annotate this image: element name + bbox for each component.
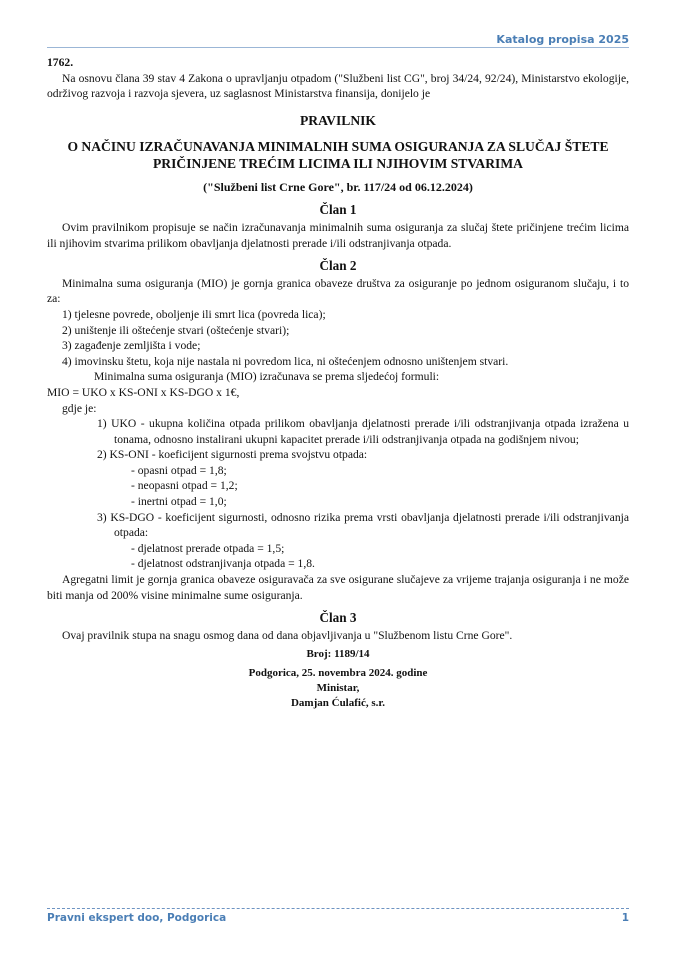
formula: MIO = UKO x KS-ONI x KS-DGO x 1€, <box>47 385 240 399</box>
list-item: - djelatnost prerade otpada = 1,5; <box>131 541 285 555</box>
list-item: - neopasni otpad = 1,2; <box>131 479 238 493</box>
definition-ks-dgo: 3) KS-DGO - koeficijent sigurnosti, odnosno rizika prema vrsti obavljanja djelatnosti prerade i/ili odstranjivanja otpada: <box>97 510 629 540</box>
article-3-heading: Član 3 <box>319 610 357 626</box>
list-item: - opasni otpad = 1,8; <box>131 463 227 477</box>
place-date: Podgorica, 25. novembra 2024. godine <box>248 667 428 680</box>
page-number: 1 <box>621 912 629 924</box>
document-subtitle: O NAČINU IZRAČUNAVANJA MINIMALNIH SUMA OSIGURANJA ZA SLUČAJ ŠTETE PRIČINJENE TREĆIM LICIMA ILI NJIHOVIM STVARIMA <box>67 138 609 171</box>
document-title: PRAVILNIK <box>299 112 377 128</box>
article-1-text: Ovim pravilnikom propisuje se način izračunavanja minimalnih suma osiguranja za slučaj štete pričinjene trećim licima ili njihovim stvarima prilikom obavljanja djelatnosti prerade i/ili odstranjivanja otpada. <box>47 220 629 250</box>
list-item: - djelatnost odstranjivanja otpada = 1,8. <box>131 557 315 571</box>
document-broj: Broj: 1189/14 <box>306 648 370 661</box>
list-item: 3) zagađenje zemljišta i vode; <box>62 339 201 353</box>
footer-divider <box>47 908 629 909</box>
header-divider <box>47 47 629 48</box>
where-label: gdje je: <box>62 401 97 415</box>
catalog-header: Katalog propisa 2025 <box>496 33 629 46</box>
signatory-name: Damjan Ćulafić, s.r. <box>290 697 385 710</box>
definition-uko: 1) UKO - ukupna količina otpada prilikom obavljanja djelatnosti prerade i/ili odstranjivanja otpada izražena u tonama, odnosno instalirani ukupni kapacitet prerade i/ili odstranjivanja otpada na godišnjem nivou; <box>97 417 629 446</box>
formula-intro: Minimalna suma osiguranja (MIO) izračunava se prema sljedećoj formuli: <box>94 370 440 384</box>
list-item: - inertni otpad = 1,0; <box>131 495 227 509</box>
list-item: 1) tjelesne povrede, oboljenje ili smrt lica (povreda lica); <box>62 307 326 321</box>
article-3-text: Ovaj pravilnik stupa na snagu osmog dana od dana objavljivanja u "Službenom listu Crne Gore". <box>62 628 513 642</box>
gazette-reference: ("Službeni list Crne Gore", br. 117/24 od 06.12.2024) <box>203 179 473 194</box>
preamble: Na osnovu člana 39 stav 4 Zakona o upravljanju otpadom ("Službeni list CG", broj 34/24, 92/24), Ministarstvo ekologije, održivog razvoja i razvoja sjevera, uz saglasnost Ministarstva finansija, donijelo je <box>47 71 629 101</box>
article-1-heading: Član 1 <box>319 202 357 218</box>
article-2-intro: Minimalna suma osiguranja (MIO) je gornja granica obaveze društva za osiguranje po jednom osiguranom slučaju, i to za: <box>47 276 629 306</box>
definition-ks-oni: 2) KS-ONI - koeficijent sigurnosti prema svojstvu otpada: <box>97 448 368 462</box>
aggregate-limit: Agregatni limit je gornja granica obaveze osiguravača za sve osigurane slučajeve za vrijeme trajanja osiguranja i ne može biti manja od 200% visine minimalne sume osiguranja. <box>47 573 629 602</box>
article-2-heading: Član 2 <box>319 258 357 274</box>
list-item: 4) imovinsku štetu, koja nije nastala ni povredom lica, ni oštećenjem odnosno uništenjem stvari. <box>62 354 509 368</box>
document-body <box>47 55 629 711</box>
footer-publisher: Pravni ekspert doo, Podgorica <box>47 912 227 924</box>
document-number: 1762. <box>47 56 74 69</box>
signatory-role: Ministar, <box>316 682 360 695</box>
list-item: 2) uništenje ili oštećenje stvari (oštećenje stvari); <box>62 323 290 337</box>
